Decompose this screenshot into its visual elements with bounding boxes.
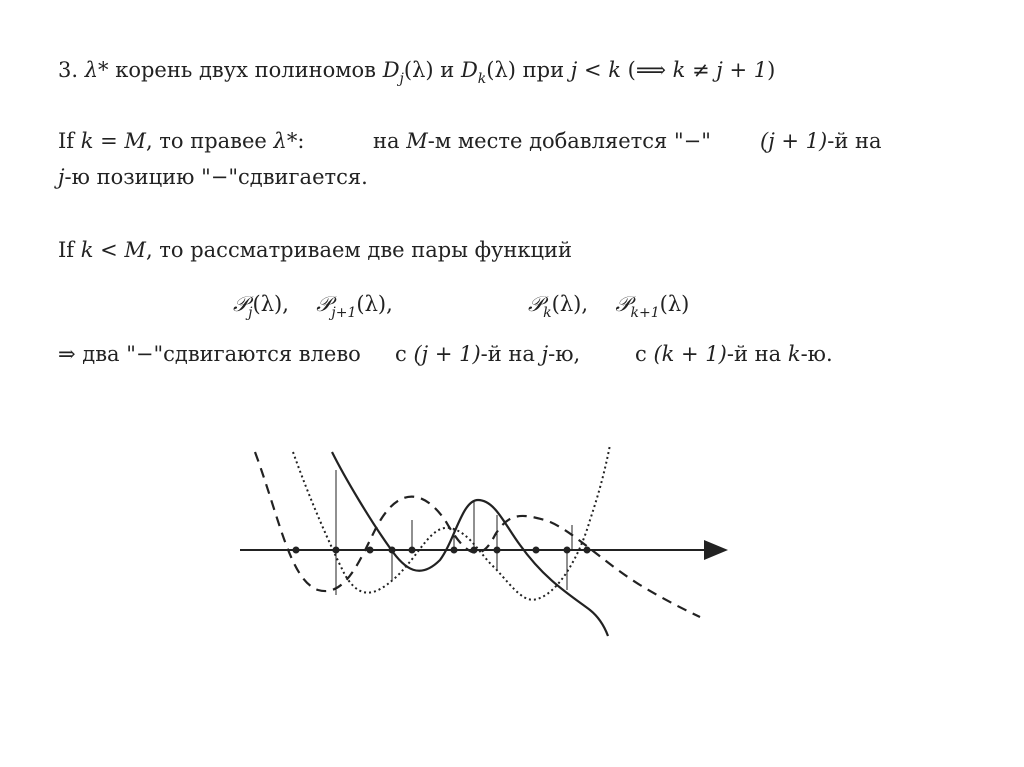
solid-curve (332, 452, 608, 636)
case-k-equals-m-right: (j + 1)-й на (760, 129, 882, 153)
conclusion-mid: с (j + 1)-й на j-ю, (395, 342, 581, 366)
dashed-curve (255, 452, 700, 617)
case-k-equals-m-line1: If k = M, то правее λ*: (58, 129, 305, 153)
vertical-guides (336, 470, 572, 595)
case-k-less-m-line: If k < M, то рассматриваем две пары функций (58, 238, 573, 262)
function-pair-j: 𝒫$_j$(λ), 𝒫$_{j+1}$(λ), (233, 292, 393, 321)
item-number: 3. (58, 58, 79, 82)
case-k-equals-m-middle: на M-м месте добавляется "−" (373, 129, 711, 153)
case-k-equals-m-line2: j-ю позицию "−"сдвигается. (58, 165, 368, 189)
item-3-line: 3. λ* корень двух полиномов $D_j(\lambda)$ и $D_k(\lambda)$ при j < k (⟹ k ≠ j + 1) (58, 58, 776, 87)
function-pair-k: 𝒫$_k$(λ), 𝒫$_{k+1}$(λ) (528, 292, 690, 321)
conclusion-line: ⇒ два "−"сдвигаются влево (58, 342, 361, 366)
conclusion-right: с (k + 1)-й на k-ю. (635, 342, 833, 366)
